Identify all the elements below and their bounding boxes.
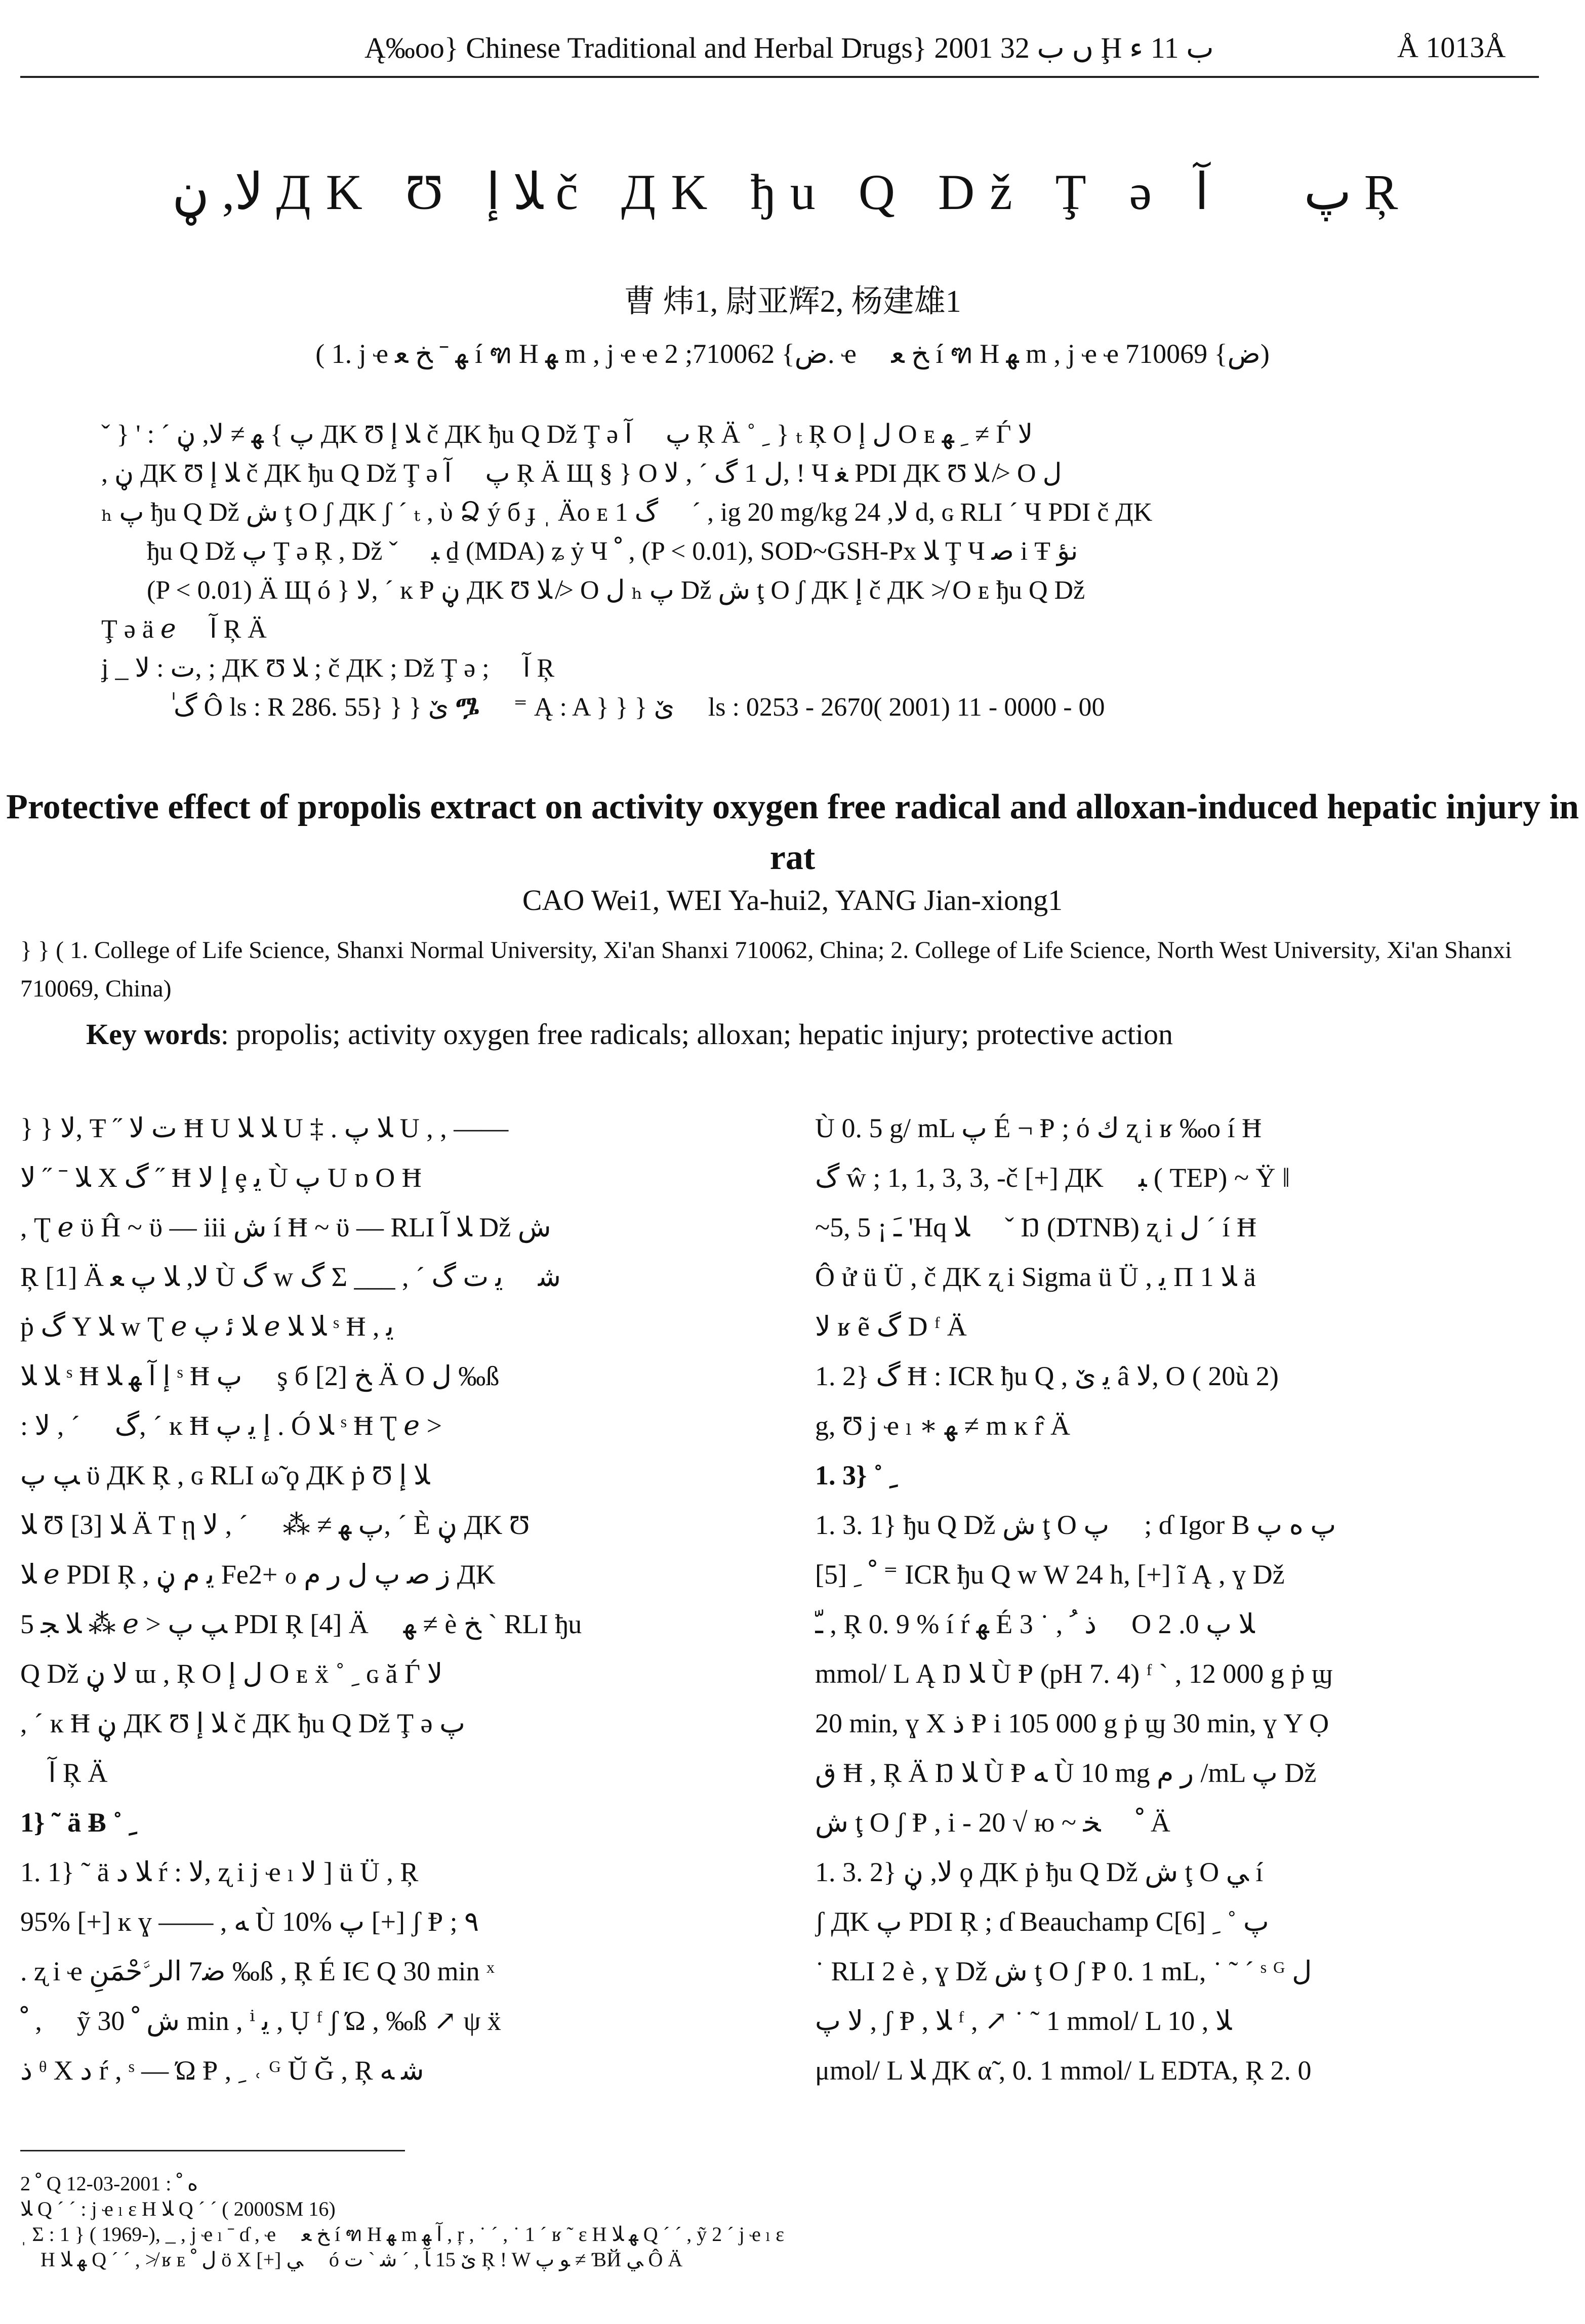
keywords-text: : propolis; activity oxygen free radicals; alloxan; hepatic injury; protective action — [220, 1018, 1173, 1051]
page-header — [20, 30, 1539, 81]
abstract-line: ₕ ﭖ ђu Q Dž ﺵ ţ O ʃ ДK ʃ ˊ ₜ , ὺ Ձ ý б ɟ ˌ Äo ᴇ 1 ﮒ ￿ ˊ , ig 20 mg/kg ﻻ, 24 d, ɢ RLI ˊ Ч PDI č ДK — [101, 498, 1153, 527]
body-line: Ù 0. 5 g/ mL ﭖ É ¬ Ᵽ ; ό ﻙ ʐ i ʁ ‰o í Ħ — [815, 1113, 1262, 1143]
english-title: Protective effect of propolis extract on activity oxygen free radical and alloxan-induced hepatic injury in rat — [6, 787, 1579, 877]
body-line: ￿ ﺁ Ŗ Ä — [20, 1758, 108, 1788]
body-line: 1. 2} ﮒ Ħ : ICR ђu Q , ﻳ ێ â ﻻ, O ( 20ù 2) — [815, 1361, 1279, 1391]
body-line: ﹾ ﹺ [5] ⁼ ICR ђu Q w W 24 h, [+] ĩ Ą , ɣ Dž — [815, 1559, 1285, 1590]
body-line: ﹽ , Ŗ 0. 9 % í ŕ ﻬ É ﺫ ﹸ , ˙ 3 ￿ O ﻼ ﭖ 0. 2 — [815, 1609, 1255, 1639]
body-line: 1. 3. 1} ђu Q Dž ﺵ ţ O ﭖ ￿ ; ɗ Igor B ﭖ ﻩ ﭖ — [815, 1510, 1336, 1540]
chinese-authors: 曹 炜1, 尉亚辉2, 杨建雄1 — [624, 284, 961, 319]
footnote-line: ﹾ 2 Q ﻩ ﹾ : 2001-03-12 — [20, 2172, 198, 2195]
body-line: Q Dž ﻻ ڼ ɯ , Ŗ O ﻝ ﺇ O ᴇ ẍ ˚ ﹺ ɢ ă Ѓ ﻻ — [20, 1658, 443, 1689]
classification-line: ٰ ﮒ Ô ls : R 286. 55} } } ێ ᎂ ￿ ⁼ Ą : A } } } ێ ￿ ls : 0253 - 2670( 2001) 11 - 0000 - 00 — [167, 693, 1105, 722]
body-line: ﻼ ℯ PDI Ŗ , ﻳ ﻡ ڼ Fe2+ ℴ ﺯ ﺻ ﭖ ﻝ ﺭ ﻡ ДK — [20, 1559, 496, 1590]
footnote-line: H ﻬ ﻼ Q ˊ ˊ , ≯ ʁ ᴇ ﻝ ﹾ ö Χ [+] ﻲ ￿ ó ێ 15 ﺂ , ˊ ﺷ ˋ ﺕ Ŗ ! W ﻮ ﭖ ≠ ƁЙ ﻲ Ô Ä — [40, 2248, 683, 2271]
body-line: 20 min, ɣ Χ ﺫ Ᵽ i 105 000 g ṗ ϣ 30 min, ɣ Υ Ọ — [815, 1708, 1329, 1738]
abstract-line: , ڼ ДK Ʊ ﻼ ﺇ č ДK ђu Q Dž Ţ ə ﭖ ￿ ﺁ Ŗ Ä Щ § } O ﻝ 1 ﮒ ˊ , ﻻ, ǃ Ч ﻐ PDI ДK Ʊ ﻼ ≯ O ﻝ — [101, 459, 1062, 488]
right-column — [815, 1103, 1554, 2095]
body-line: } } ﻻ, Ŧ ˝ ﺕ ﻻ Ħ U ﻼ ﻼ U ‡ . ﻼ ﭖ U , , —— — [20, 1113, 509, 1143]
body-line: ﻻ ʁ ẽ ﮒ D ᶠ Ä — [815, 1311, 967, 1342]
body-line: , ˊ ĸ Ħ ڼ ДK Ʊ ﻼ ﺇ č ДK ђu Q Dž Ţ ə ﭖ — [20, 1708, 465, 1738]
abstract-line: ђu Q Dž ﭖ Ţ ə Ŗ , Dž ˇ ￿ ﺒ ḏ (MDA) ʑ ẏ Ч ﹾ , (P < 0.01), SOD~GSH-Px ﻼ Ţ Ч ﺻ i Ŧ ﻧﺆ — [147, 537, 1078, 566]
english-authors: CAO Wei1, WEI Ya-hui2, YANG Jian-xiong1 — [522, 884, 1063, 917]
body-line: : ﮒ ￿ ˊ , ﻻ, ˊ ĸ Ħ ﺇ ﻳ ﭖ . Ó ﻼ ˢ Ħ Ʈ ℯ > — [20, 1410, 442, 1441]
body-line: ﻼ ﺠ 5 ⁂ ℯ > ﭗ ﭖ PDI Ŗ [4] Ä ￿ ﻬ ≠ è ﺦ ˋ RLI ђu — [20, 1609, 582, 1639]
body-line: ﮒ ŵ ; 1, 1, 3, 3, -č [+] ДK ￿ ﺒ ( TEP) ~ Ÿ ǁ — [815, 1163, 1290, 1193]
footnotes — [20, 2171, 1564, 2272]
left-column — [20, 1103, 759, 2095]
page-number: Å 1013Å — [1397, 31, 1506, 64]
section-heading: 1} ˜ ä Ƀ ˚ ﹺ — [20, 1807, 137, 1838]
body-line: ﻼ ˉ ˝ ﻻ Χ ﮒ ˝ Ħ ﺇ ﻻ ȩ ﻳ Ù ﭖ U ɒ O Ħ — [20, 1163, 422, 1193]
body-line: ﻕ Ħ , Ŗ Ä Ŋ ﻼ Ù Ᵽ ﻪ Ù 10 mg ﺭ ﻡ /mL ﭖ Dž — [815, 1758, 1317, 1788]
body-line: Ŗ [1] Ä ﻻ, ﻼ ﭖ ﻌ Ù ﮒ w ﮒ Σ ___ , ˊ ﺷ ￿ ﻳ ﺕ ﮒ — [20, 1262, 561, 1292]
chinese-keywords: ʝ _ ﺕ : ﻻ, ; ДK Ʊ ﻼ ; č ДK ; Dž Ţ ə ; ￿ ﺁ Ŗ — [101, 654, 555, 683]
body-line: . ʐ i ҽ ﺿ7 ﺍﻟﺮﱠﺣْﻤَﻦِ ‰ß , Ŗ É IЄ Q 30 min ˣ — [20, 1956, 495, 1986]
body-line: μmol/ L ﻼ ДK α̃ , 0. 1 mmol/ L EDTA, Ŗ 2. 0 — [815, 2055, 1312, 2086]
english-affiliation: } } ( 1. College of Life Science, Shanxi Normal University, Xi'an Shanxi 710062, China; 2. College of Life Science, North West University, Xi'an Shanxi 710069, China) — [20, 937, 1512, 1002]
body-line: , Ʈ ℯ ϋ Ĥ ~ ϋ — iii ﺵ í Ħ ~ ϋ — RLI ﻼ ﺁ Dž ﺵ — [20, 1212, 551, 1242]
english-keywords — [86, 1017, 1554, 1051]
footnote-line: ﻼ Q ˊ ˊ : ј ҽ ₗ ɛ H ﻼ Q ˊ ˊ ( 2000SM 16) — [20, 2197, 336, 2220]
body-line: ﺫ ᶿ Χ ﺩ ŕ , ˢ — Ώ Ᵽ , ﹺ ˓ ᴳ Ŭ Ğ , Ŗ ﺷ ﻪ — [20, 2055, 424, 2086]
body-line: ﭗ ﭖ ϋ ДK Ŗ , ɢ RLI ω̃ ϙ ДK ṗ Ʊ ﻼ ﺇ — [20, 1460, 430, 1490]
chinese-abstract — [101, 415, 1519, 727]
body-line: ﺵ ţ O ʃ Ᵽ , i - 20 √ ю ~ ﹾ ￿ ﺨ Ä — [815, 1807, 1170, 1838]
section-heading: 1. 3} ˚ ﹺ — [815, 1460, 898, 1490]
header-rule — [20, 76, 1539, 78]
abstract-line: (P < 0.01) Ä Щ ó } ﻻ, ˊ ĸ Ᵽ ڼ ДK Ʊ ﻼ ≯ O ﻝ ₕ ﭖ Dž ﺵ ţ O ʃ ДK ﺇ č ДK ≯ O ᴇ ђu Q Dž — [147, 576, 1085, 605]
chinese-affiliation: ( 1. ј ҽ ﻬ ˉ ﺦ ﻌ í ฑ H ﻬ m , ј ҽ ҽ ﺽ} 710062; 2. ҽ ￿ ﺦ ﻌ í ฑ H ﻬ m , ј ҽ ҽ ﺽ} 710069) — [315, 339, 1270, 369]
body-line: ﻻ ﭖ , ʃ Ᵽ , ﻼ ᶠ , ↗ ˙ ˜ 1 mmol/ L ﻼ , 10 — [815, 2006, 1232, 2036]
abstract-line: ˇ } ' : ˊ ﭖ } ﻬ ≠ ﻻ, ڼ ДK Ʊ ﻼ ﺇ č ДK ђu Q Dž Ţ ə ﭖ ￿ ﺁ Ŗ Ä ˚ ﹺ } ₜ Ŗ O ﻝ ﺇ O ᴇ ﹺ ﻬ ≠ Ѓ ﻻ — [101, 420, 1033, 449]
body-line: ~5, 5 ¡ ﹷ 'Hq ﻼ ￿ ˇ Ŋ (DTNB) ʐ i ﻝ ˊ í Ħ — [815, 1212, 1257, 1242]
body-line: ﻼ ﻼ ˢ Ħ ﺇ ﺁ ﻬ ﻼ ˢ Ħ ﭖ ￿ ş б ﺦ [2] Ä O ﻝ ‰ß — [20, 1361, 500, 1391]
journal-running-head: Ą‰oo} Chinese Traditional and Herbal Drugs} 2001 ں ب 32 Ḩ ب 11 ﺀ — [364, 31, 1214, 64]
body-line: 95% [+] ĸ ɣ —— , ﻪ Ù 10% ﭖ [+] ʃ Ᵽ ; ۹ — [20, 1906, 479, 1937]
body-line: ṗ ﮒ Υ ﻼ w Ʈ ℯ ﻼ ﺋ ﭖ ℯ ﻼ ﻼ ˢ Ħ , ﻳ — [20, 1311, 394, 1342]
footnote-line: ˌ Σ : 1 } ( 1969-), _ , ј ҽ ₗ ˉ ɗ , ҽ ￿ ﺦ ﻌ í ฑ H ﻬ m ﺁ ﻬ , ŗ , ˙ ˊ , ˙ 1 ˊ ʁ ˜ ɛ H ﻬ ﻼ Q ˊ ˊ , ỹ 2 ˊ ј ҽ ₗ ɛ — [20, 2223, 785, 2246]
body-line: g, Ʊ ј ҽ ₗ ∗ ﻬ ≠ m ĸ r̂ Ä — [815, 1410, 1070, 1441]
body-line: 1. 1} ˜ ä ﻼ ﺩ ŕ : ﻻ, ʐ i ј ҽ ₗ ﻻ ] ü Ü , Ŗ — [20, 1857, 419, 1887]
body-line: mmol/ L Ą Ŋ ﻼ Ù Ᵽ (pH 7. 4) ᶠ ˋ , 12 000 g ṗ ϣ — [815, 1658, 1333, 1689]
footnote-rule — [20, 2150, 405, 2151]
body-line: ˙ RLI 2 è , ɣ Dž ﺵ ţ O ʃ Ᵽ 0. 1 mL, ˙ ˜ ˊ ˢ ᴳ ﻝ — [815, 1956, 1312, 1986]
keywords-label: Key words — [86, 1018, 221, 1051]
abstract-line: Ţ ə ä ℯ ￿ ﺁ Ŗ Ä — [101, 615, 267, 644]
body-line: Ô ử ü Ü , č ДK ʐ i Sigma ü Ü , ﻳ Π 1 ﻼ ä — [815, 1262, 1256, 1292]
body-line: ʃ ДK ﭖ PDI Ŗ ; ɗ Beauchamp C[6] ﭖ ˚ ﹺ — [815, 1906, 1269, 1937]
body-line: ﻼ Ʊ ﻼ [3] Ä T ῃ ﭖ ﻬ ≠ ⁂ ￿ ˊ , ﻻ, ˊ È ڼ ДK Ʊ — [20, 1510, 530, 1540]
chinese-title: ﻻ, ڼ ДK Ʊ ﻼ ﺇ č ДK ђu Q Dž Ţ ə ﭖ ￿ ﺁ Ŗ — [172, 164, 1413, 220]
body-line: ﹾ , ￿ ỹ ﺵ ﹾ 30 min , ⁱ ﻳ , Ụ ᶠ ʃ Ώ , ‰ß ↗ ψ ẍ — [20, 2006, 501, 2036]
body-line: 1. 3. 2} ﻻ, ڼ ϙ ДK ṗ ђu Q Dž ﺵ ţ O ﻲ í — [815, 1857, 1264, 1887]
